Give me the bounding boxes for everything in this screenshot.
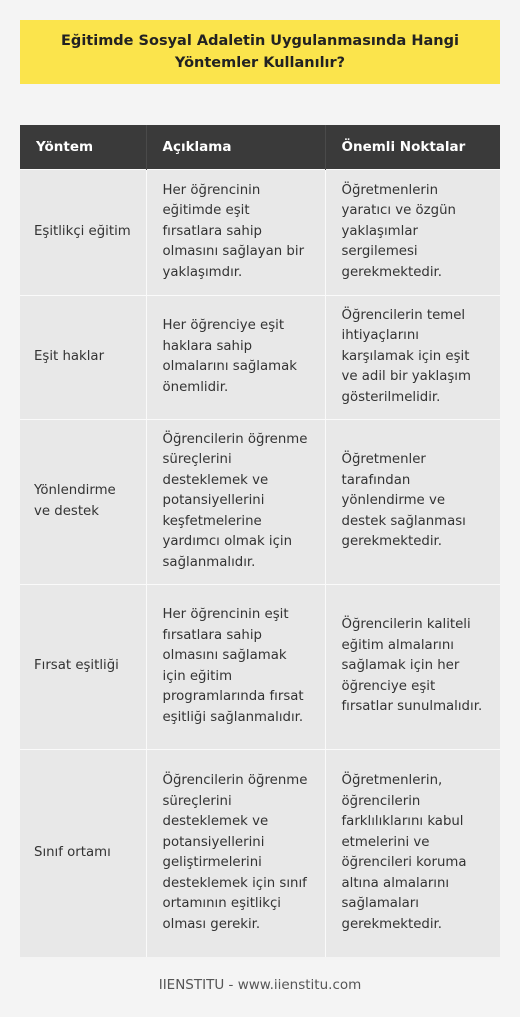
cell-description: Her öğrencinin eşit fırsatlara sahip olmasını sağlamak için eğitim programlarında fırsat eşitliği sağlanmalıdır. [146, 584, 325, 749]
cell-description: Öğrencilerin öğrenme süreçlerini desteklemek ve potansiyellerini geliştirmelerini desteklemek için sınıf ortamının eşitlikçi olması gerekir. [146, 749, 325, 957]
cell-notes: Öğretmenler tarafından yönlendirme ve destek sağlanması gerekmektedir. [325, 419, 500, 584]
cell-method: Eşitlikçi eğitim [20, 169, 146, 295]
column-header-description: Açıklama [146, 125, 325, 169]
cell-notes: Öğrencilerin kaliteli eğitim almalarını sağlamak için her öğrenciye eşit fırsatlar sunulmalıdır. [325, 584, 500, 749]
page-title: Eğitimde Sosyal Adaletin Uygulanmasında Hangi Yöntemler Kullanılır? [61, 33, 459, 71]
table-row [20, 169, 500, 295]
cell-method: Eşit haklar [20, 295, 146, 419]
table-row [20, 295, 500, 419]
table-row [20, 584, 500, 749]
methods-table [20, 125, 500, 957]
cell-method: Yönlendirme ve destek [20, 419, 146, 584]
title-banner [20, 20, 500, 84]
cell-notes: Öğretmenlerin yaratıcı ve özgün yaklaşımlar sergilemesi gerekmektedir. [325, 169, 500, 295]
cell-method: Fırsat eşitliği [20, 584, 146, 749]
column-header-notes: Önemli Noktalar [325, 125, 500, 169]
footer-credit: IIENSTITU - www.iienstitu.com [158, 977, 362, 993]
table-row [20, 419, 500, 584]
table-header-row [20, 125, 500, 169]
table-row [20, 749, 500, 957]
cell-description: Her öğrenciye eşit haklara sahip olmalarını sağlamak önemlidir. [146, 295, 325, 419]
cell-notes: Öğrencilerin temel ihtiyaçlarını karşılamak için eşit ve adil bir yaklaşım gösterilmelidir. [325, 295, 500, 419]
cell-description: Her öğrencinin eğitimde eşit fırsatlara sahip olmasını sağlayan bir yaklaşımdır. [146, 169, 325, 295]
cell-description: Öğrencilerin öğrenme süreçlerini desteklemek ve potansiyellerini keşfetmelerine yardımcı olmak için sağlanmalıdır. [146, 419, 325, 584]
cell-notes: Öğretmenlerin, öğrencilerin farklılıklarını kabul etmelerini ve öğrencileri koruma altına almalarını sağlamaları gerekmektedir. [325, 749, 500, 957]
cell-method: Sınıf ortamı [20, 749, 146, 957]
column-header-method: Yöntem [20, 125, 146, 169]
